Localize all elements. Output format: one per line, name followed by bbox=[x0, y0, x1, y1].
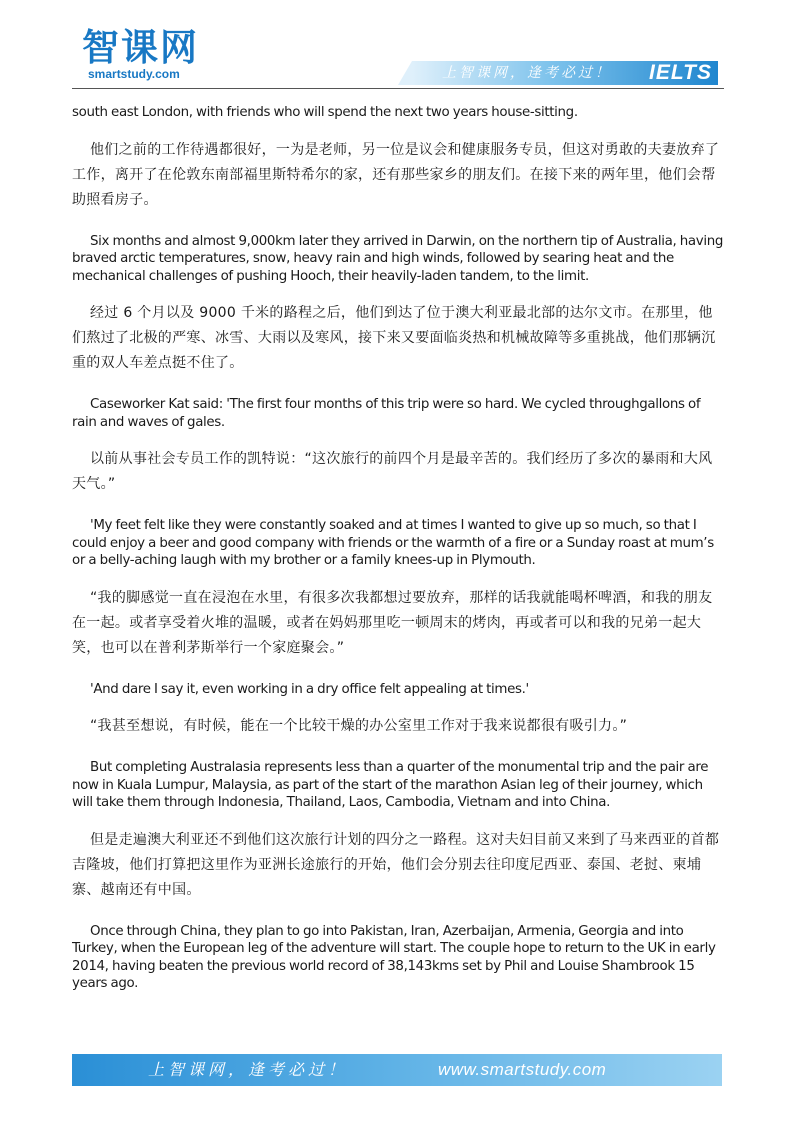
header-divider bbox=[72, 88, 724, 89]
paragraph-english: Six months and almost 9,000km later they arrived in Darwin, on the northern tip of Australia, having braved arctic temperatures, snow, heavy rain and high winds, followed by searing heat and the mechanical challenges of pushing Hooch, their heavily-laden tandem, to the limit. bbox=[72, 233, 723, 284]
header-slogan: 上智课网，逢考必过！ bbox=[442, 65, 612, 81]
smartstudy-logo bbox=[82, 28, 212, 81]
paragraph-chinese: 以前从事社会专员工作的凯特说：“这次旅行的前四个月是最辛苦的。我们经历了多次的暴雨和大风天气。” bbox=[72, 451, 713, 492]
footer-slogan: 上智课网，逢考必过！ bbox=[148, 1060, 349, 1079]
article-body bbox=[72, 104, 724, 993]
paragraph-chinese: “我甚至想说，有时候，能在一个比较干燥的办公室里工作对于我来说都很有吸引力。” bbox=[90, 718, 628, 734]
exam-badge: IELTS bbox=[649, 61, 712, 84]
header-slogan-band bbox=[412, 61, 718, 85]
paragraph-chinese: 经过 6 个月以及 9000 千米的路程之后，他们到达了位于澳大利亚最北部的达尔文市。在那里，他们熬过了北极的严寒、冰雪、大雨以及寒风，接下来又要面临炎热和机械故障等多重挑战，他们那辆沉重的双人车差点挺不住了。 bbox=[72, 305, 716, 371]
page-header bbox=[0, 0, 794, 96]
paragraph-chinese: 他们之前的工作待遇都很好，一为是老师，另一位是议会和健康服务专员，但这对勇敢的夫妻放弃了工作，离开了在伦敦东南部福里斯特希尔的家，还有那些家乡的朋友们。在接下来的两年里，他们会帮助照看房子。 bbox=[72, 141, 720, 208]
paragraph-chinese: 但是走遍澳大利亚还不到他们这次旅行计划的四分之一路程。这对夫妇目前又来到了马来西亚的首都吉隆坡，他们打算把这里作为亚洲长途旅行的开始，他们会分别去往印度尼西亚、泰国、老挝、柬埔寨、越南还有中国。 bbox=[72, 831, 720, 898]
paragraph-english: south east London, with friends who will spend the next two years house-sitting. bbox=[72, 105, 578, 120]
paragraph-english: Caseworker Kat said: 'The first four months of this trip were so hard. We cycled throughgallons of rain and waves of gales. bbox=[72, 397, 701, 430]
paragraph-english: 'My feet felt like they were constantly soaked and at times I wanted to give up so much, so that I could enjoy a beer and good company with friends or the warmth of a fire or a Sunday roast at mum’s or a belly-aching laugh with my brother or a family knees-up in Plymouth. bbox=[72, 518, 714, 568]
paragraph-chinese: “我的脚感觉一直在浸泡在水里，有很多次我都想过要放弃，那样的话我就能喝杯啤酒，和我的朋友在一起。或者享受着火堆的温暖，或者在妈妈那里吃一顿周末的烤肉，再或者可以和我的兄弟一起大笑，也可以在普利茅斯举行一个家庭聚会。” bbox=[72, 589, 713, 656]
paragraph-english: 'And dare I say it, even working in a dry office felt appealing at times.' bbox=[90, 681, 529, 697]
footer-url: www.smartstudy.com bbox=[438, 1060, 607, 1079]
paragraph-english: Once through China, they plan to go into Pakistan, Iran, Azerbaijan, Armenia, Georgia and into Turkey, when the European leg of the adventure will start. The couple hope to return to the UK in early 2014, having beaten the previous world record of 38,143kms set by Phil and Louise Shambrook 15 years ago. bbox=[72, 923, 716, 991]
footer-band bbox=[72, 1054, 722, 1086]
logo-chinese-text: 智课网 bbox=[82, 26, 199, 69]
logo-domain-text: smartstudy.com bbox=[88, 67, 180, 81]
paragraph-english: But completing Australasia represents less than a quarter of the monumental trip and the pair are now in Kuala Lumpur, Malaysia, as part of the start of the marathon Asian leg of their journey, which will take them through Indonesia, Thailand, Laos, Cambodia, Vietnam and into China. bbox=[72, 760, 709, 810]
